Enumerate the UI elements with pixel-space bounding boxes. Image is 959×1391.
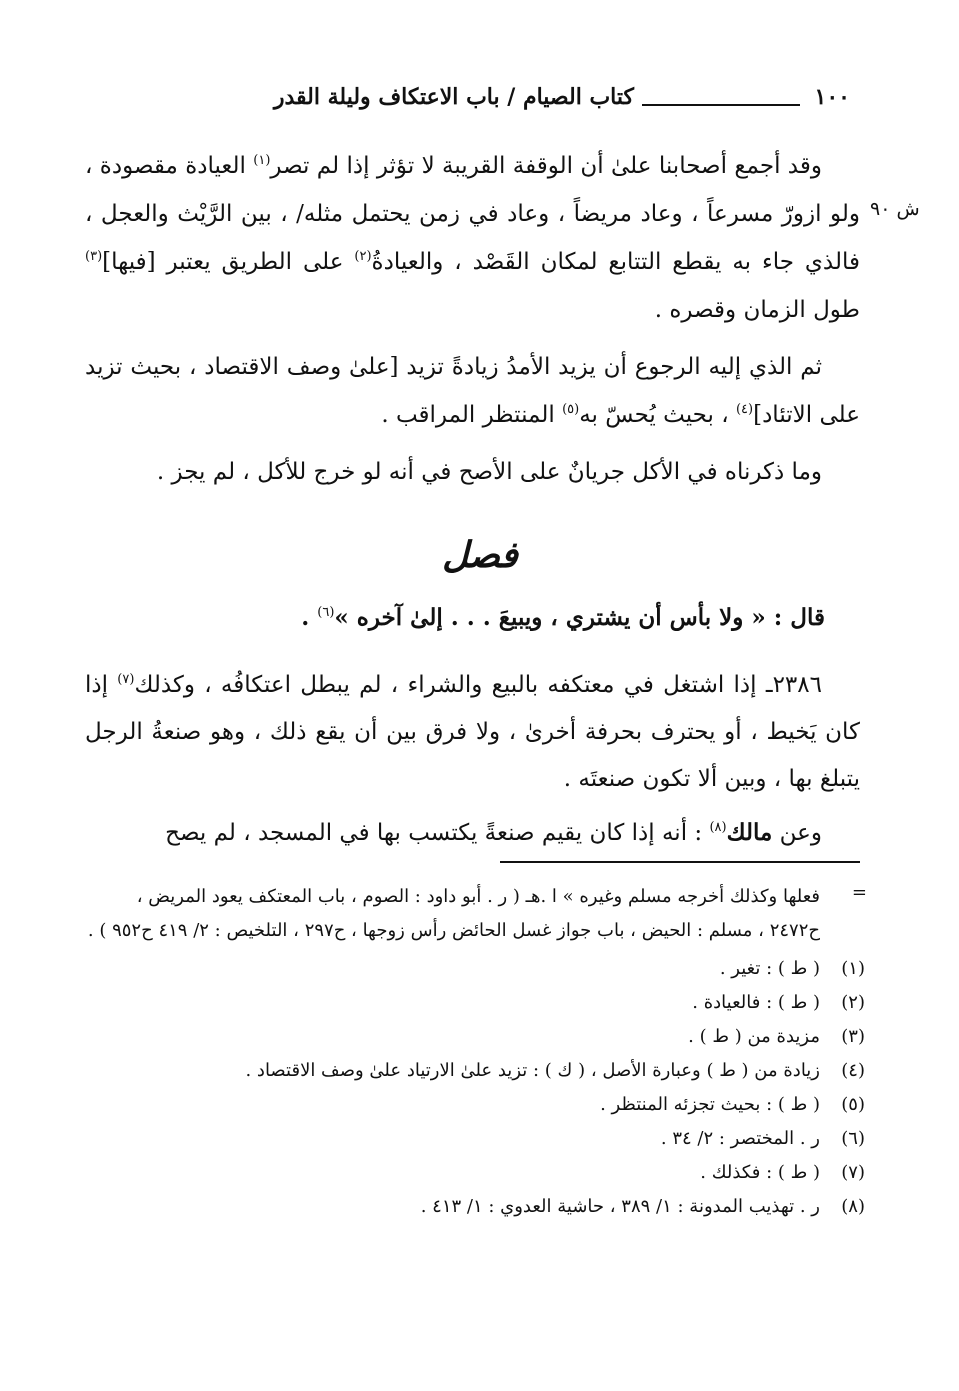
footnote-number: (١) (841, 958, 865, 979)
footnote-number: (٢) (841, 992, 865, 1013)
margin-folio-note: ش ٩٠ (870, 198, 920, 220)
quoted-statement (85, 598, 825, 638)
footnote-text: ( ط ) : بحيث تجزئه المنتظر . (600, 1094, 820, 1115)
section-heading-fasl (380, 525, 580, 585)
footnote-text: ر . تهذيب المدونة : ١/ ٣٨٩ ، حاشية العدوي : ١/ ٤١٣ . (420, 1196, 820, 1217)
text-run: قال : « ولا بأس أن يشتري ، ويبيعَ . . . إلىٰ آخره » (334, 604, 825, 631)
footnote-ref[interactable]: (٦) (317, 605, 335, 620)
footnote-item (85, 986, 875, 1020)
paragraph-3 (85, 448, 860, 496)
running-title: كتاب الصيام / باب الاعتكاف وليلة القدر (273, 84, 634, 110)
text-run: طول الزمان وقصره . (654, 297, 860, 323)
footnote-text: ( ط ) : فكذلك . (700, 1162, 820, 1183)
footnote-ref[interactable]: (٢) (354, 249, 372, 264)
running-header (85, 82, 850, 116)
section-text (85, 662, 860, 863)
footnote-item (85, 1054, 875, 1088)
footnote-text: ( ط ) : تغير . (719, 958, 820, 979)
footnote-item (85, 952, 875, 986)
footnote-item (85, 1020, 875, 1054)
footnote-ref[interactable]: (٤) (735, 402, 754, 417)
text-run: إذا كان يَخيط ، أو يحترف بحرفة أخرىٰ ، ولا فرق بين أن يقع ذلك ، وهو صنعةُ الرجل يتبلغ بها ، وبين ألا تكون صنعتَه . (85, 672, 860, 792)
footnote-number: (٦) (841, 1128, 865, 1149)
footnote-item (85, 1190, 875, 1224)
text-run: المنتظر المراقب . (381, 402, 563, 428)
footnote-text: ر . المختصر : ٢/ ٣٤ . (660, 1128, 820, 1149)
text-run: : أنه إذا كان يقيم صنعةً يكتسب بها في المسجد ، لم يصح (165, 820, 710, 846)
footnote-separator (500, 861, 860, 863)
page-number: ١٠٠ (814, 84, 850, 110)
main-text (85, 142, 860, 505)
footnote-ref[interactable]: (٨) (709, 820, 727, 835)
footnote-number: (٤) (841, 1060, 865, 1081)
footnote-ref[interactable]: (٧) (117, 672, 135, 687)
text-run: وما ذكرناه في الأكل جريانٌ على الأصح في أنه لو خرج للأكل ، لم يجز . (156, 459, 822, 485)
footnote-number: (٨) (841, 1196, 865, 1217)
text-run: على الطريق يعتبر [فيها] (102, 249, 355, 275)
continuation-mark: = (851, 882, 867, 903)
footnote-number: (٣) (841, 1026, 865, 1047)
footnotes (85, 880, 875, 1224)
text-run: العيادة مقصودة ، ولو ازورّ مسرعاً ، وعاد مريضاً ، وعاد في زمن يحتمل مثله/ ، بين الرَّيْث والعجل ، فالذي جاء به يقطع التتابع لمكان القَصْد ، والعيادةُ (85, 153, 860, 275)
footnote-ref[interactable]: (١) (253, 153, 271, 168)
paragraph-2386 (85, 662, 860, 803)
footnote-number: (٧) (841, 1162, 865, 1183)
footnote-number: (٥) (841, 1094, 865, 1115)
footnote-text: فعلها وكذلك أخرجه مسلم وغيره » ا .هـ ( ر . أبو داود : الصوم ، باب المعتكف يعود المريض ، ح٢٤٧٢ ، مسلم : الحيض ، باب جواز غسل الحائض رأس زوجها ، ح٢٩٧ ، التلخيص : ٢/ ٤١٩ ح٩٥٢ ) . (87, 886, 820, 941)
footnote-ref[interactable]: (٣) (85, 249, 103, 264)
text-run: ، بحيث يُحسّ به (579, 402, 736, 428)
text-run: وعن (772, 820, 822, 846)
text-run: وقد أجمع أصحابنا علىٰ أن الوقفة القريبة لا تؤثر إذا لم تصر (270, 153, 822, 179)
scholar-name: مالك (726, 819, 773, 846)
footnote-list (85, 952, 875, 1224)
footnote-text: مزيدة من ( ط ) . (688, 1026, 820, 1047)
footnote-text: زيادة من ( ط ) وعبارة الأصل ، ( ك ) : تزيد علىٰ الارتياد علىٰ وصف الاقتصاد . (245, 1060, 820, 1081)
fasl-calligraphy: فصل (442, 534, 518, 576)
text-run: ثم الذي إليه الرجوع أن يزيد الأمدُ زيادةً تزيد [علىٰ وصف الاقتصاد ، بحيث تزيد على الاتئاد] (85, 354, 860, 428)
footnote-text: ( ط ) : فالعيادة . (692, 992, 820, 1013)
text-run: ٢٣٨٦ـ إذا اشتغل في معتكفه بالبيع والشراء ، لم يبطل اعتكافُه ، وكذلك (134, 672, 822, 698)
paragraph-1 (85, 142, 860, 334)
footnote-item (85, 1088, 875, 1122)
footnote-item (85, 1156, 875, 1190)
footnote-continuation (85, 880, 875, 948)
footnote-item (85, 1122, 875, 1156)
header-rule (642, 104, 800, 106)
paragraph-2 (85, 343, 860, 439)
text-run: . (301, 604, 318, 631)
paragraph-malik (85, 809, 860, 857)
footnote-ref[interactable]: (٥) (562, 402, 580, 417)
